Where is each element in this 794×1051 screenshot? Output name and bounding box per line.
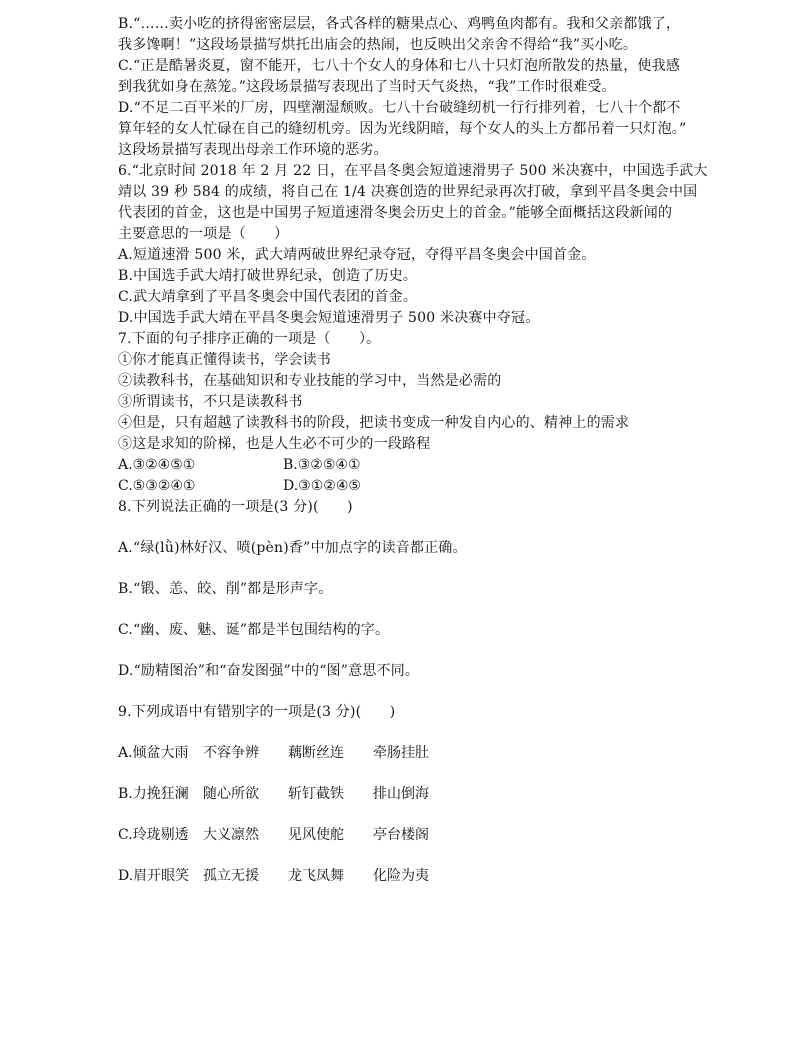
option-d: D.③①②④⑤	[283, 478, 361, 494]
text-line: D.“不足二百平米的厂房，四壁潮湿颓败。七八十台破缝纫机一行行排列着，七八十个都不	[118, 100, 681, 116]
idiom: 龙飞凤舞	[288, 868, 344, 884]
option-b: B.中国选手武大靖打破世界纪录，创造了历史。	[118, 268, 418, 284]
idiom: C.玲珑剔透	[118, 827, 189, 843]
option-row	[118, 455, 684, 476]
option-b-row	[118, 784, 684, 805]
text-line: 我多馋啊！”这段场景描写烘托出庙会的热闹，也反映出父亲舍不得给“我”买小吃。	[118, 37, 638, 53]
idiom: 见风使舵	[288, 827, 344, 843]
idiom: 藕断丝连	[288, 745, 344, 761]
sentence-item: ②读教科书，在基础知识和专业技能的学习中，当然是必需的	[118, 373, 502, 389]
option-c: C.“幽、废、魅、诞”都是半包围结构的字。	[118, 622, 390, 638]
idiom: 排山倒海	[373, 786, 429, 802]
idiom: B.力挽狂澜	[118, 786, 189, 802]
option-row	[118, 476, 684, 497]
option-b: B.“锻、恙、皎、削”都是形声字。	[118, 581, 333, 597]
question-8	[118, 497, 684, 682]
idiom: 大义凛然	[203, 827, 259, 843]
sentence-item: ①你才能真正懂得读书，学会读书	[118, 352, 331, 368]
idiom: 化险为夷	[373, 868, 429, 884]
question-stem-line: 6.“北京时间 2018 年 2 月 22 日，在平昌冬奥会短道速滑男子 500 米决赛中，中国选手武大	[118, 163, 708, 179]
question-stem: 9.下列成语中有错别字的一项是(3 分)( )	[118, 704, 396, 720]
question-7	[118, 329, 684, 497]
question-5-options	[118, 14, 687, 161]
option-c: C.武大靖拿到了平昌冬奥会中国代表团的首金。	[118, 289, 418, 305]
idiom: 随心所欲	[203, 786, 259, 802]
option-d: D.中国选手武大靖在平昌冬奥会短道速滑男子 500 米决赛中夺冠。	[118, 310, 540, 326]
sentence-item: ④但是，只有超越了读教科书的阶段，把读书变成一种发自内心的、精神上的需求	[118, 415, 630, 431]
option-d-row	[118, 866, 684, 887]
idiom: D.眉开眼笑	[118, 868, 190, 884]
option-d: D.“励精图治”和“奋发图强”中的“图”意思不同。	[118, 663, 420, 679]
sentence-item: ③所谓读书，不只是读教科书	[118, 394, 303, 410]
option-a: A.短道速滑 500 米，武大靖两破世界纪录夺冠，夺得平昌冬奥会中国首金。	[118, 247, 596, 263]
text-line: C.“正是酷暑炎夏，窗不能开，七八十个女人的身体和七八十只灯泡所散发的热量，使我感	[118, 58, 681, 74]
option-a: A.③②④⑤①	[118, 457, 196, 473]
question-stem: 8.下列说法正确的一项是(3 分)( )	[118, 499, 353, 515]
option-a-row	[118, 743, 684, 764]
question-stem-line: 靖以 39 秒 584 的成绩，将自己在 1/4 决赛创造的世界纪录再次打破，拿到平昌冬奥会中国	[118, 184, 698, 200]
question-stem-line: 主要意思的一项是（ ）	[118, 226, 289, 242]
question-stem-line: 代表团的首金，这也是中国男子短道速滑冬奥会历史上的首金。”能够全面概括这段新闻的	[118, 205, 673, 221]
question-9	[118, 702, 684, 887]
question-stem: 7.下面的句子排序正确的一项是（ ）。	[118, 331, 381, 347]
text-line: B.“……卖小吃的挤得密密层层，各式各样的糖果点心、鸡鸭鱼肉都有。我和父亲都饿了，	[118, 16, 681, 32]
option-a: A.“绿(lǜ)林好汉、喷(pèn)香”中加点字的读音都正确。	[118, 540, 467, 556]
text-line: 到我犹如身在蒸笼。”这段场景描写表现出了当时天气炎热，“我”工作时很难受。	[118, 79, 616, 95]
idiom: 亭台楼阁	[373, 827, 429, 843]
idiom: A.倾盆大雨	[118, 745, 189, 761]
idiom: 孤立无援	[203, 868, 259, 884]
exam-page	[118, 14, 708, 887]
text-line: 这段场景描写表现出母亲工作环境的恶劣。	[118, 142, 388, 158]
idiom: 不容争辨	[203, 745, 259, 761]
text-line: 算年轻的女人忙碌在自己的缝纫机旁。因为光线阴暗，每个女人的头上方都吊着一只灯泡。”	[118, 121, 687, 137]
idiom: 牵肠挂肚	[373, 745, 429, 761]
question-6	[118, 161, 708, 329]
option-c-row	[118, 825, 684, 846]
sentence-item: ⑤这是求知的阶梯，也是人生必不可少的一段路程	[118, 436, 431, 452]
option-c: C.⑤③②④①	[118, 478, 196, 494]
idiom: 斩钉截铁	[288, 786, 344, 802]
option-b: B.③②⑤④①	[283, 457, 361, 473]
